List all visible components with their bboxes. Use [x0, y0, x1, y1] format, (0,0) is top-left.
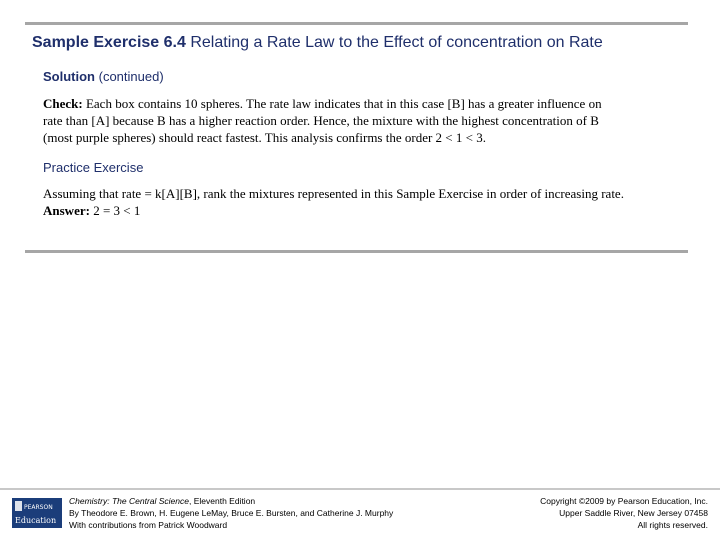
practice-question: Assuming that rate = k[A][B], rank the mixtures represented in this Sample Exercise in order of increasing rate. — [43, 186, 624, 201]
solution-label-rest: (continued) — [95, 69, 164, 84]
check-line-2: rate than [A] because B has a higher reaction order. Hence, the mixture with the highest concentration of B — [43, 113, 599, 128]
check-label: Check: — [43, 96, 83, 111]
footer-contributions: With contributions from Patrick Woodward — [69, 520, 228, 530]
footer-title-line — [69, 495, 393, 507]
answer-label: Answer: — [43, 203, 90, 218]
pearson-logo — [12, 498, 62, 528]
address-line: Upper Saddle River, New Jersey 07458 — [559, 508, 708, 518]
practice-answer — [43, 202, 683, 219]
footer-rule — [0, 488, 720, 490]
footer-book-info — [69, 495, 393, 531]
practice-heading: Practice Exercise — [43, 160, 144, 175]
book-edition: , Eleventh Edition — [189, 496, 256, 506]
check-line-1: Check: Each box contains 10 spheres. The rate law indicates that in this case [B] has a greater influence on — [43, 96, 602, 111]
logo-text-bottom: Education — [15, 516, 57, 525]
book-title: Chemistry: The Central Science — [69, 496, 189, 506]
title-exercise-number: Sample Exercise 6.4 — [32, 34, 186, 51]
practice-paragraph — [43, 185, 683, 219]
copyright-line: Copyright ©2009 by Pearson Education, Inc. — [540, 496, 708, 506]
page-title — [32, 34, 603, 52]
top-rule — [25, 22, 688, 25]
solution-label-bold: Solution — [43, 69, 95, 84]
check-line-3: (most purple spheres) should react fastest. This analysis confirms the order 2 < 1 < 3. — [43, 130, 486, 145]
title-text: Relating a Rate Law to the Effect of concentration on Rate — [185, 34, 603, 51]
answer-value: 2 = 3 < 1 — [89, 203, 141, 218]
footer-authors: By Theodore E. Brown, H. Eugene LeMay, Bruce E. Bursten, and Catherine J. Murphy — [69, 508, 394, 518]
solution-label — [43, 69, 164, 84]
check-paragraph — [43, 95, 683, 146]
middle-rule — [25, 250, 688, 253]
footer-copyright — [540, 495, 708, 531]
rights-line: All rights reserved. — [637, 520, 708, 530]
logo-text-top: PEARSON — [24, 504, 53, 511]
